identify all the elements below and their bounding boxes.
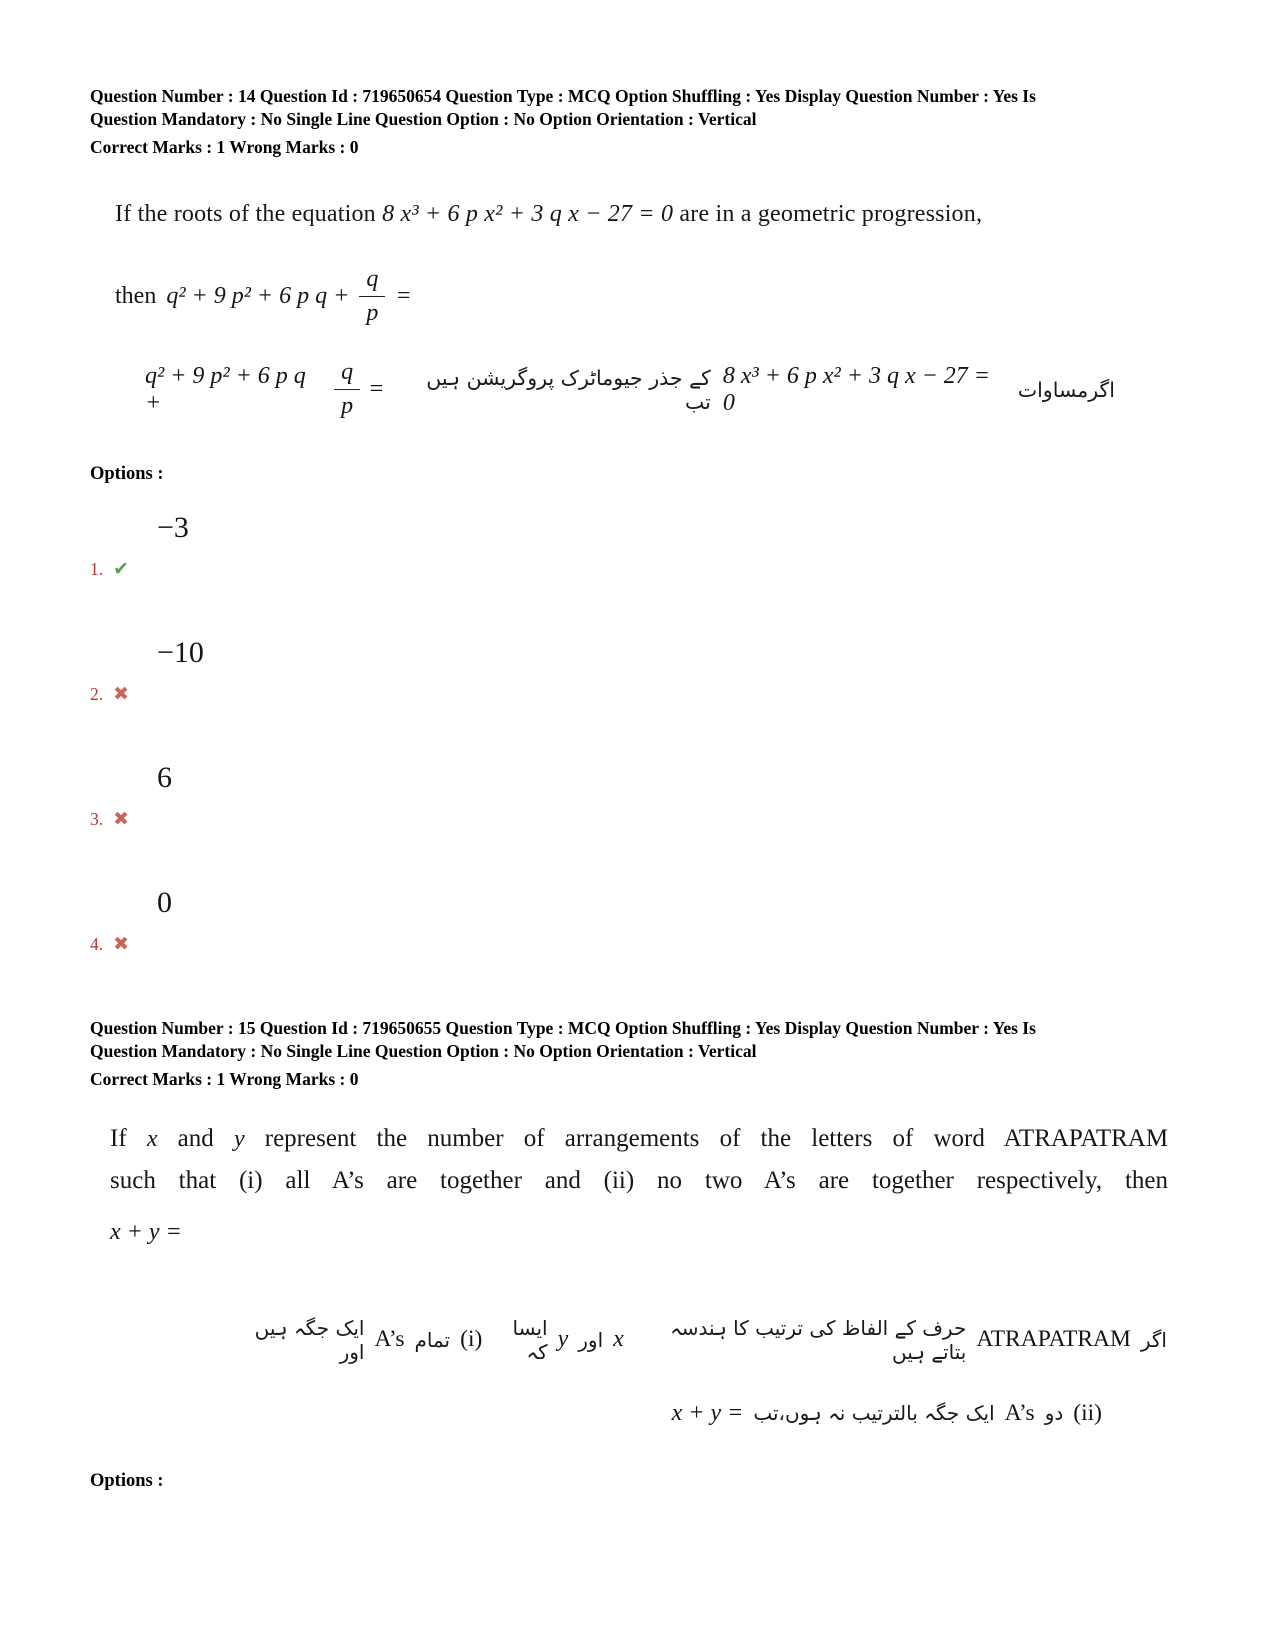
- fraction: [359, 267, 385, 326]
- option-number: 1.: [90, 558, 104, 579]
- option-number: 2.: [90, 683, 104, 704]
- target-expression-urdu: [145, 360, 384, 419]
- question-14-target-expression: [115, 258, 1205, 334]
- label-ii: (ii): [1073, 1399, 1102, 1426]
- wrong-cross-icon: ✖: [113, 683, 130, 705]
- meta-line-2: Question Mandatory : No Single Line Question Option : No Option Orientation : Vertical: [90, 109, 757, 130]
- question-14-text-urdu: [145, 360, 1115, 419]
- option-marker: [90, 684, 1205, 705]
- urdu-two: دو: [1044, 1401, 1064, 1426]
- question-15-section: [90, 1017, 1205, 1492]
- fraction-numerator: q: [341, 359, 354, 386]
- urdu-and: اور: [578, 1327, 604, 1352]
- urdu-not-together-then: ایک جگہ بالترتیب نہ ہوں،تب: [753, 1401, 995, 1426]
- label-i: (i): [460, 1326, 483, 1353]
- equation-expression-urdu: 8 x³ + 6 p x² + 3 q x − 27 = 0: [722, 362, 990, 416]
- urdu-together-and: ایک جگہ ہیں اور: [254, 1315, 365, 1364]
- option-row-1: [90, 511, 1205, 580]
- target-expression: q² + 9 p² + 6 p q +: [166, 282, 350, 309]
- option-value: −10: [157, 635, 204, 669]
- option-marker: [90, 809, 1205, 830]
- var-y: y: [557, 1326, 569, 1353]
- word-as: A’s: [1004, 1399, 1035, 1426]
- text-if: If: [110, 1124, 127, 1152]
- urdu-if-equation: اگرمساوات: [1017, 377, 1115, 402]
- var-x: x: [613, 1326, 624, 1353]
- var-x: x: [146, 1125, 158, 1152]
- question-text-suffix: are in a geometric progression,: [679, 201, 983, 228]
- var-y: y: [233, 1125, 245, 1152]
- fraction-numerator: q: [366, 265, 379, 292]
- option-row-2: [90, 636, 1205, 705]
- sum-expression: x + y =: [671, 1399, 744, 1426]
- question-14-text-english: [115, 201, 1205, 228]
- correct-check-icon: ✔: [113, 558, 130, 580]
- target-expression-lhs: q² + 9 p² + 6 p q +: [145, 362, 306, 416]
- question-14-section: [90, 85, 1205, 955]
- word-atrapatram: ATRAPATRAM: [976, 1326, 1131, 1353]
- meta-marks-line: Correct Marks : 1 Wrong Marks : 0: [90, 1068, 359, 1089]
- options-label: Options :: [90, 463, 164, 484]
- option-value: 6: [157, 760, 172, 794]
- fraction-denominator: p: [334, 389, 360, 419]
- urdu-arrangements: حرف کے الفاظ کی ترتیب کا ہندسہ بتاتے ہیں: [670, 1315, 967, 1364]
- wrong-cross-icon: ✖: [113, 933, 130, 955]
- option-number: 3.: [90, 808, 104, 829]
- text-and: and: [177, 1124, 214, 1152]
- urdu-roots-gp-then: کے جذر جیوماٹرک پروگریشن ہیں تب: [426, 365, 711, 414]
- question-15-sum-expression: x + y =: [110, 1218, 182, 1245]
- fraction-denominator: p: [359, 296, 385, 326]
- urdu-such-that: ایسا کہ: [512, 1315, 548, 1364]
- fraction: [334, 360, 360, 419]
- option-value: 0: [157, 885, 172, 919]
- urdu-all: تمام: [414, 1327, 451, 1352]
- then-label: then: [115, 282, 157, 309]
- options-label: Options :: [90, 1470, 164, 1491]
- wrong-cross-icon: ✖: [113, 808, 130, 830]
- question-15-text-line2: such that (i) all A’s are together and (ii) no two A’s are together respectively, then: [110, 1166, 1168, 1194]
- equals-sign: =: [395, 282, 412, 309]
- option-marker: [90, 559, 1205, 580]
- meta-line-2: Question Mandatory : No Single Line Question Option : No Option Orientation : Vertical: [90, 1040, 757, 1061]
- meta-marks-line: Correct Marks : 1 Wrong Marks : 0: [90, 137, 359, 158]
- urdu-if: اگر: [1140, 1327, 1167, 1352]
- word-as: A’s: [374, 1326, 405, 1353]
- option-row-4: [90, 886, 1205, 955]
- question-15-urdu-line1: [240, 1316, 1167, 1364]
- equation-expression: 8 x³ + 6 p x² + 3 q x − 27 = 0: [382, 201, 674, 228]
- meta-line-1: Question Number : 15 Question Id : 719650655 Question Type : MCQ Option Shuffling : Yes Display Question Number : Yes Is: [90, 1017, 1036, 1038]
- option-marker: [90, 934, 1205, 955]
- option-row-3: [90, 761, 1205, 830]
- question-15-text-line1: [110, 1125, 1168, 1153]
- equals-sign: =: [368, 376, 385, 403]
- question-15-meta: [90, 1017, 1205, 1091]
- question-14-meta: [90, 85, 1205, 159]
- option-value: −3: [157, 510, 189, 544]
- text-rest: represent the number of arrangements of the letters of word ATRAPATRAM: [264, 1124, 1169, 1152]
- meta-line-1: Question Number : 14 Question Id : 719650654 Question Type : MCQ Option Shuffling : Yes Display Question Number : Yes Is: [90, 86, 1036, 106]
- option-number: 4.: [90, 933, 104, 954]
- question-text-prefix: If the roots of the equation: [115, 201, 376, 228]
- question-15-urdu-line2: [90, 1400, 1102, 1427]
